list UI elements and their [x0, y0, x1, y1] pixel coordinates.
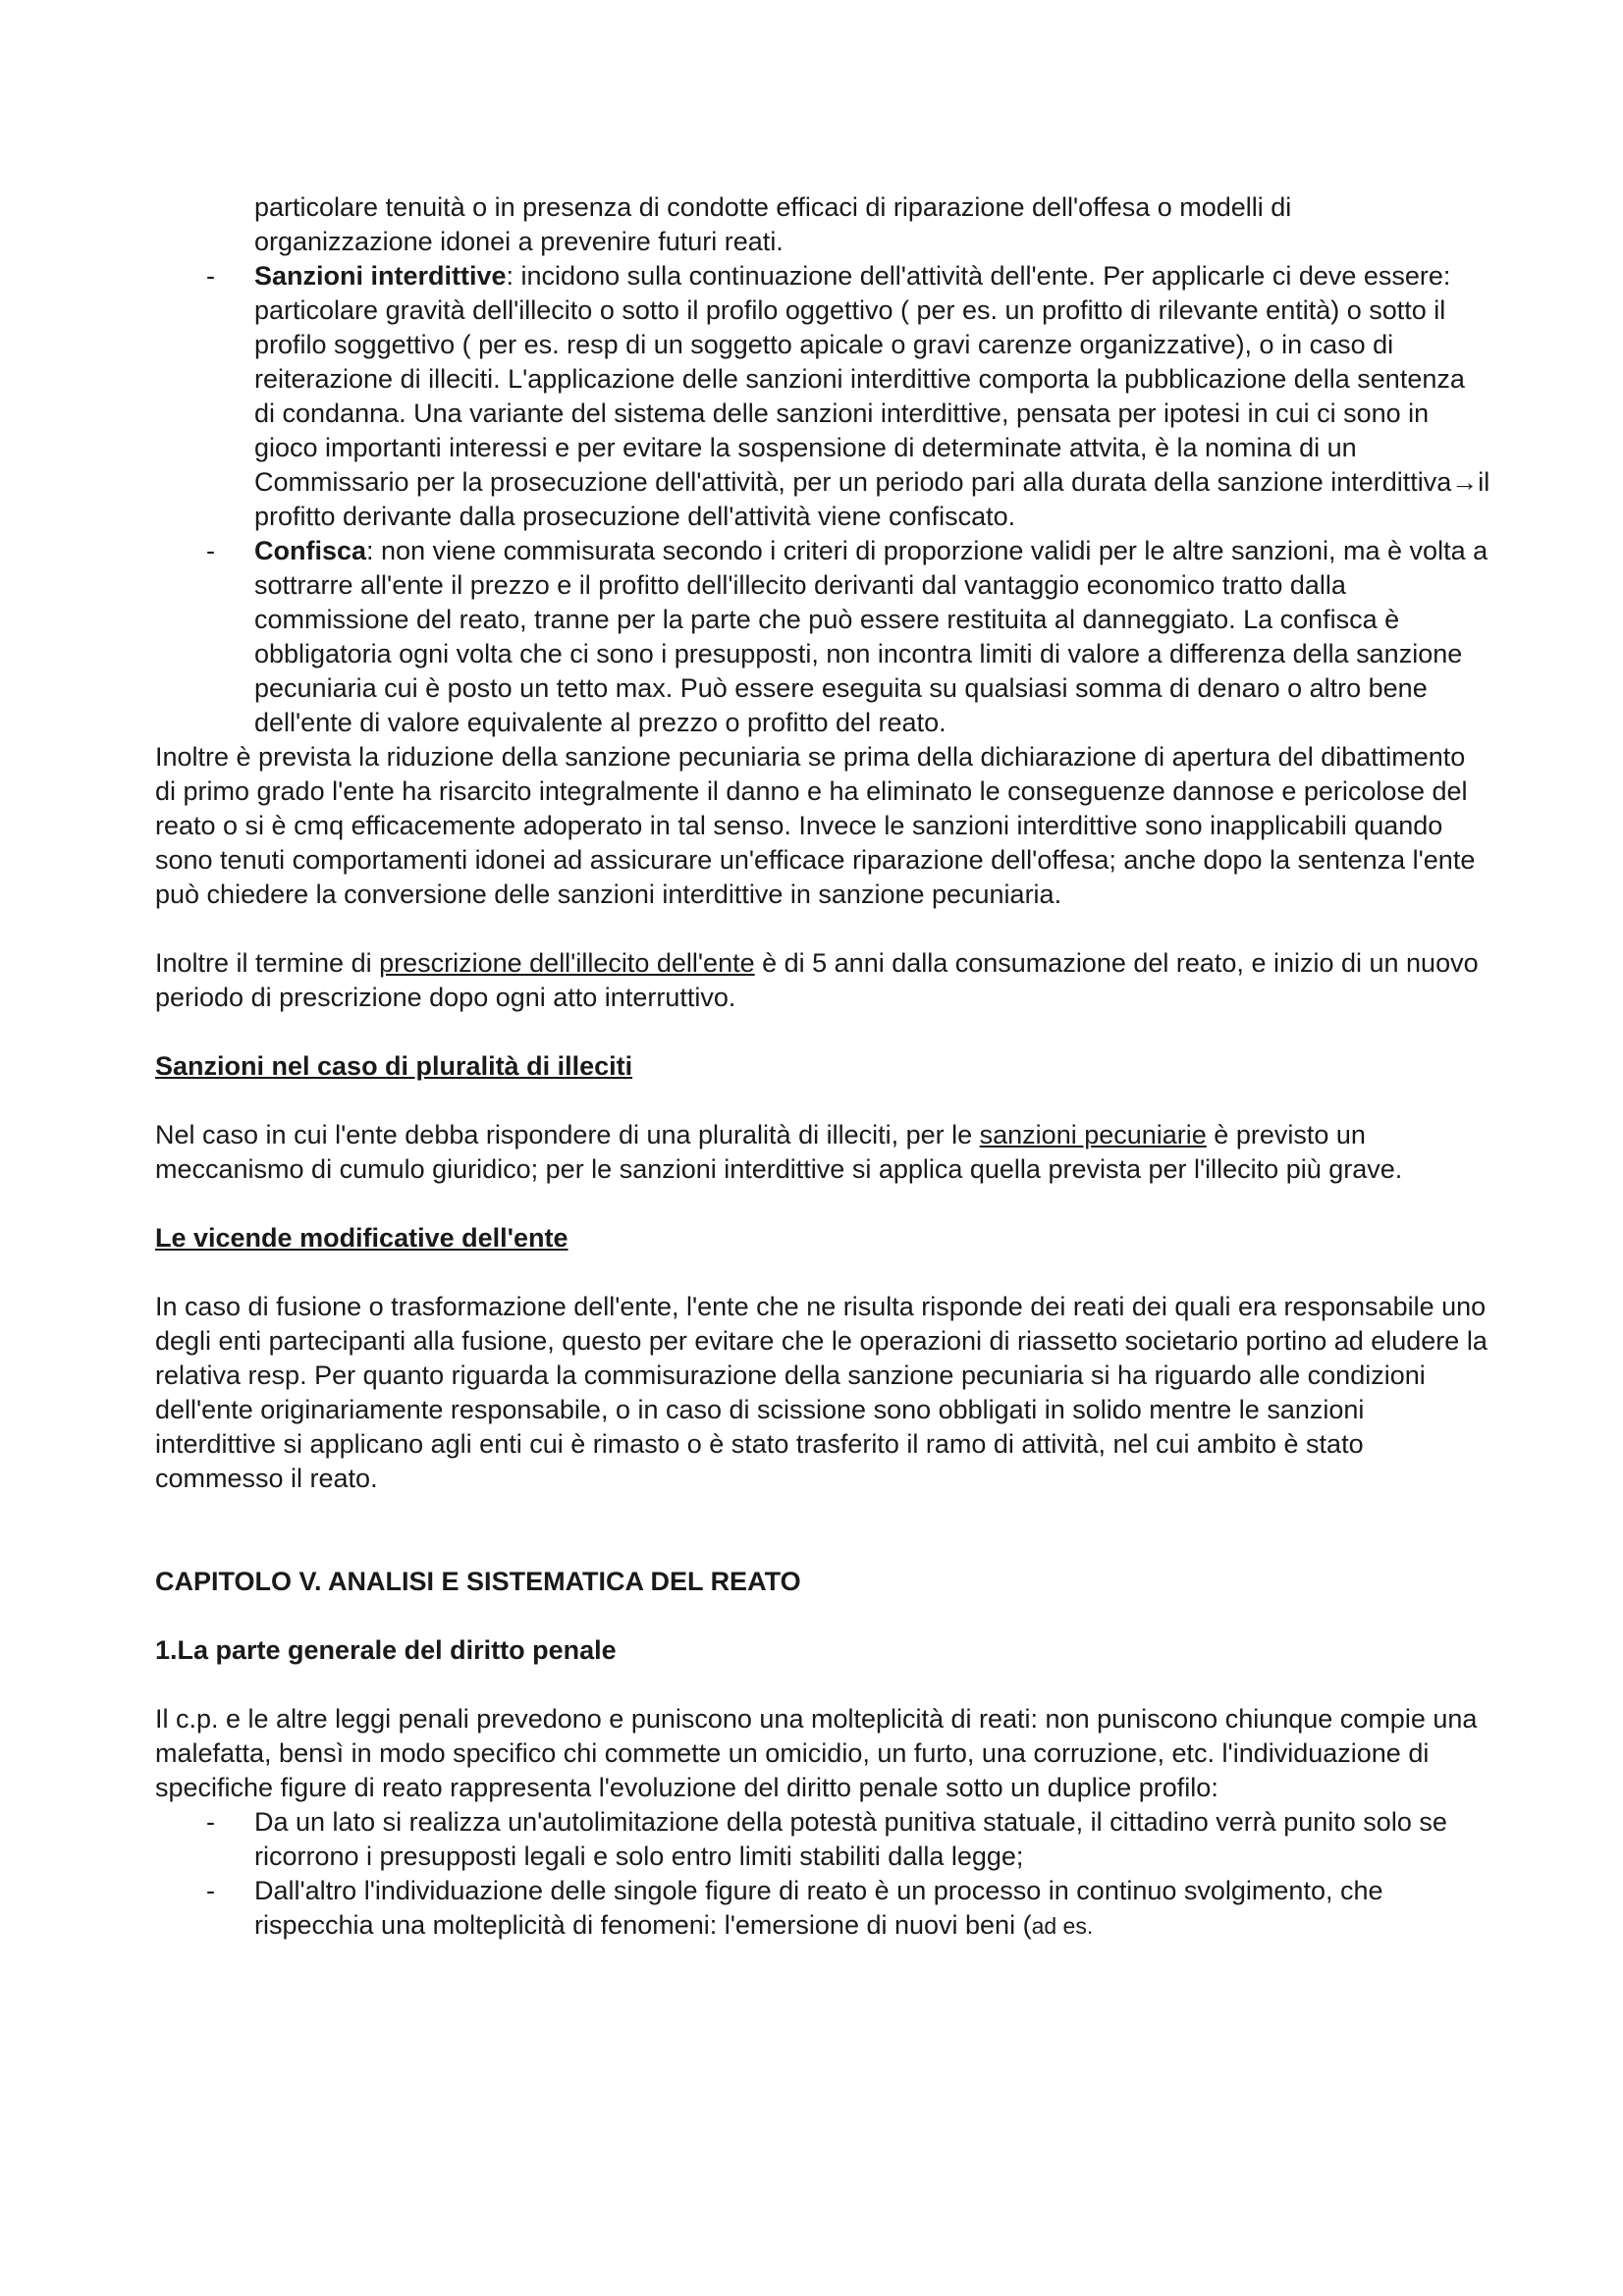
paragraph-riduzione: Inoltre è prevista la riduzione della sanzione pecuniaria se prima della dichiarazione di apertura del dibattimento di primo grado l'ente ha risarcito integralmente il danno e ha eliminato le conseguenze dannose e pericolose del reato o si è cmq efficacemente adoperato in tal senso. Invece le sanzioni interdittive sono inapplicabili quando sono tenuti comportamenti idonei ad assicurare un'efficace riparazione dell'offesa; anche dopo la sentenza l'ente può chiedere la conversione delle sanzioni interdittive in sanzione pecuniaria.	[155, 742, 1476, 909]
section-title: 1.La parte generale del diritto penale	[155, 1635, 617, 1665]
heading-vicende: Le vicende modificative dell'ente	[155, 1223, 568, 1253]
dash-bullet: -	[206, 261, 215, 291]
continuation-line-2: organizzazione idonei a prevenire futuri reati.	[254, 227, 784, 256]
list-item-text	[254, 1874, 1490, 1944]
dash-bullet: -	[206, 536, 215, 565]
item-body: Dall'altro l'individuazione delle singole figure di reato è un processo in continuo svolgimento, che rispecchia una molteplicità di fenomeni: l'emersione di nuovi beni (	[254, 1876, 1383, 1940]
bold-term: Confisca	[254, 536, 367, 565]
page-content	[155, 190, 1490, 1944]
underlined-term: prescrizione dell'illecito dell'ente	[379, 948, 755, 978]
list-item-sanzioni-interdittive	[155, 259, 1490, 534]
paragraph-prescrizione	[155, 946, 1490, 1015]
heading-pluralita: Sanzioni nel caso di pluralità di illeciti	[155, 1051, 633, 1081]
chapter-title: CAPITOLO V. ANALISI E SISTEMATICA DEL REATO	[155, 1567, 801, 1596]
continuation-line-1: particolare tenuità o in presenza di condotte efficaci di riparazione dell'offesa o modelli di	[254, 192, 1292, 222]
list-item-individuazione	[155, 1874, 1490, 1944]
dash-bullet: -	[206, 1876, 215, 1905]
text-run: Inoltre il termine di	[155, 948, 380, 978]
item-body: : incidono sulla continuazione dell'attività dell'ente. Per applicarle ci deve essere: particolare gravità dell'illecito o sotto il profilo oggettivo ( per es. un profitto di rilevante entità) o sotto il profilo soggettivo ( per es. resp di un soggetto apicale o gravi carenze organizzative), o in caso di reiterazione di illeciti. L'applicazione delle sanzioni interdittive comporta la pubblicazione della sentenza di condanna. Una variante del sistema delle sanzioni interdittive, pensata per ipotesi in cui ci sono in gioco importanti interessi e per evitare la sospensione di determinate attvita, è la nomina di un Commissario per la prosecuzione dell'attività, per un periodo pari alla durata della sanzione interdittiva→il profitto derivante dalla prosecuzione dell'attività viene confiscato.	[254, 261, 1490, 531]
list-item-autolimitazione	[155, 1805, 1490, 1874]
list-item-confisca	[155, 534, 1490, 740]
underlined-term: sanzioni pecuniarie	[979, 1120, 1207, 1149]
text-run: è previsto un meccanismo di cumulo giuridico; per le sanzioni interdittive si applica quella prevista per l'illecito più grave.	[155, 1120, 1403, 1184]
list-item-text	[254, 534, 1490, 740]
paragraph-pluralita	[155, 1118, 1490, 1187]
paragraph-cp: Il c.p. e le altre leggi penali prevedono e puniscono una molteplicità di reati: non puniscono chiunque compie una malefatta, bensì in modo specifico chi commette un omicidio, un furto, una corruzione, etc. l'individuazione di specifiche figure di reato rappresenta l'evoluzione del diritto penale sotto un duplice profilo:	[155, 1704, 1478, 1802]
list-item-text	[254, 259, 1490, 534]
trailing-small-text: ad es.	[1031, 1913, 1094, 1939]
list-item-text: Da un lato si realizza un'autolimitazione della potestà punitiva statuale, il cittadino verrà punito solo se ricorrono i presupposti legali e solo entro limiti stabiliti dalla legge;	[254, 1807, 1447, 1871]
item-body: : non viene commisurata secondo i criteri di proporzione validi per le altre sanzioni, ma è volta a sottrarre all'ente il prezzo e il profitto dell'illecito derivanti dal vantaggio economico tratto dalla commissione del reato, tranne per la parte che può essere restituita al danneggiato. La confisca è obbligatoria ogni volta che ci sono i presupposti, non incontra limiti di valore a differenza della sanzione pecuniaria cui è posto un tetto max. Può essere eseguita su qualsiasi somma di denaro o altro bene dell'ente di valore equivalente al prezzo o profitto del reato.	[254, 536, 1488, 737]
text-run: Nel caso in cui l'ente debba rispondere di una pluralità di illeciti, per le	[155, 1120, 980, 1149]
bold-term: Sanzioni interdittive	[254, 261, 507, 291]
text-run: è di 5 anni dalla consumazione del reato, e inizio di un nuovo periodo di prescrizione dopo ogni atto interruttivo.	[155, 948, 1479, 1012]
dash-bullet: -	[206, 1807, 215, 1837]
paragraph-vicende: In caso di fusione o trasformazione dell'ente, l'ente che ne risulta risponde dei reati dei quali era responsabile uno degli enti partecipanti alla fusione, questo per evitare che le operazioni di riassetto societario portino ad eludere la relativa resp. Per quanto riguarda la commisurazione della sanzione pecuniaria si ha riguardo alle condizioni dell'ente originariamente responsabile, o in caso di scissione sono obbligati in solido mentre le sanzioni interdittive si applicano agli enti cui è rimasto o è stato trasferito il ramo di attività, nel cui ambito è stato commesso il reato.	[155, 1292, 1488, 1493]
